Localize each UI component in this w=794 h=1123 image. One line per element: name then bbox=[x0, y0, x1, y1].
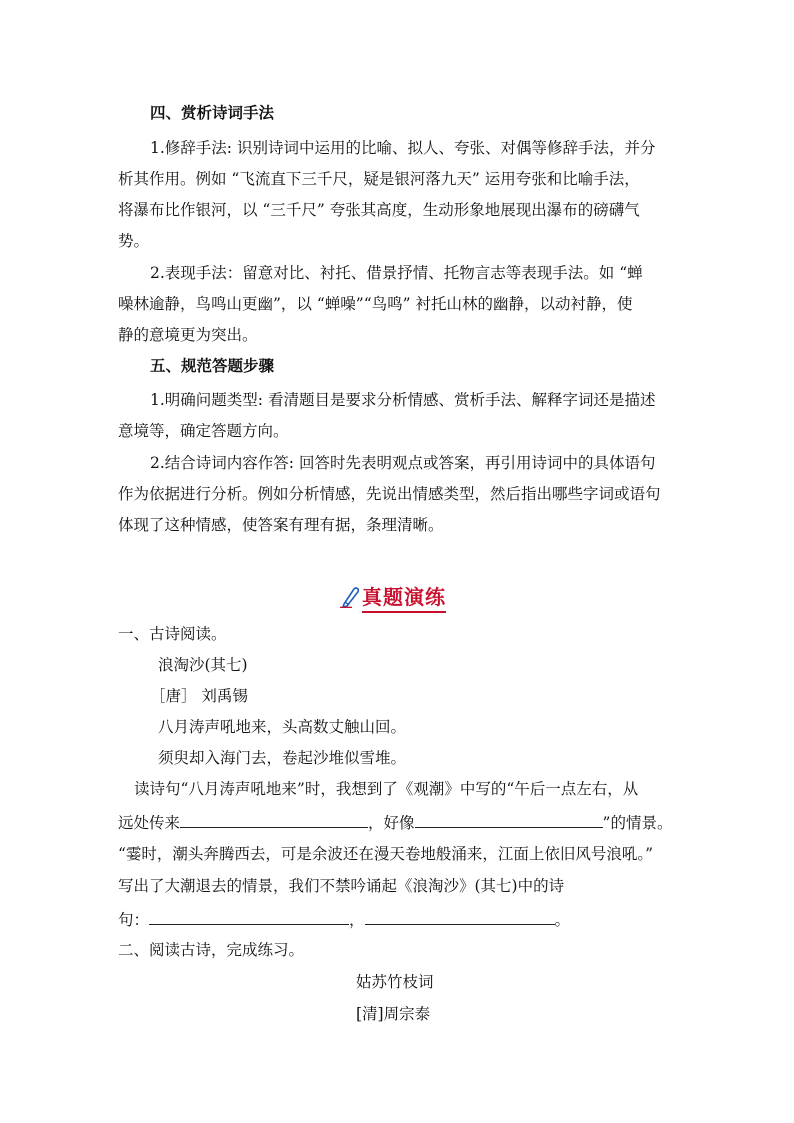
q1-text-line5-b: ， bbox=[349, 911, 365, 929]
section5-p2-line3: 体现了这种情感，使答案有理有据，条理清晰。 bbox=[118, 516, 444, 534]
q1-text-line2-a: 远处传来 bbox=[118, 814, 181, 832]
section5-p2-line2: 作为依据进行分析。例如分析情感，先说出情感类型，然后指出哪些字词或语句 bbox=[118, 485, 661, 503]
section5-p1-line2: 意境等，确定答题方向。 bbox=[118, 422, 289, 440]
q1-text-line2 bbox=[118, 811, 672, 833]
section4-p2-line3: 静的意境更为突出。 bbox=[118, 326, 258, 344]
q1-text-line5-a: 句： bbox=[118, 911, 150, 929]
section5-p1-line1: 1.明确问题类型: 看清题目是要求分析情感、赏析手法、解释字词还是描述 bbox=[150, 391, 656, 409]
q1-text-line3: “霎时，潮头奔腾西去，可是余波还在漫天卷地般涌来，江面上依旧风号浪吼。” bbox=[118, 845, 654, 863]
q2-heading: 二、阅读古诗，完成练习。 bbox=[118, 941, 305, 959]
practice-title-banner bbox=[340, 582, 446, 612]
q1-text-line5 bbox=[118, 908, 570, 930]
answer-blank-3[interactable] bbox=[149, 908, 349, 925]
q1-heading: 一、古诗阅读。 bbox=[118, 625, 227, 643]
poem1-line2: 须臾却入海门去，卷起沙堆似雪堆。 bbox=[158, 749, 407, 767]
poem2-author: [清]周宗泰 bbox=[356, 1005, 431, 1023]
poem1-line1: 八月涛声吼地来，头高数丈触山回。 bbox=[158, 718, 407, 736]
section5-p2-line1: 2.结合诗词内容作答: 回答时先表明观点或答案，再引用诗词中的具体语句 bbox=[150, 454, 656, 472]
section5-heading: 五、规范答题步骤 bbox=[150, 357, 275, 375]
section4-heading: 四、赏析诗词手法 bbox=[150, 104, 275, 122]
q1-text-line2-c: ”的情景。 bbox=[602, 814, 673, 832]
answer-blank-4[interactable] bbox=[365, 908, 555, 925]
section4-p2-line2: 噪林逾静，鸟鸣山更幽”，以 “蝉噪”“鸟鸣” 衬托山林的幽静，以动衬静，使 bbox=[118, 295, 633, 313]
section4-p2-line1: 2.表现手法：留意对比、衬托、借景抒情、托物言志等表现手法。如 “蝉 bbox=[150, 264, 643, 282]
section4-p1-line1: 1.修辞手法: 识别诗词中运用的比喻、拟人、夸张、对偶等修辞手法，并分 bbox=[150, 139, 656, 157]
practice-title: 真题演练 bbox=[362, 581, 446, 613]
poem1-title: 浪淘沙(其七) bbox=[158, 656, 248, 674]
q1-text-line5-c: 。 bbox=[554, 911, 571, 929]
poem1-author: ［唐］ 刘禹锡 bbox=[150, 687, 248, 705]
answer-blank-2[interactable] bbox=[415, 811, 603, 828]
q1-text-line1: 读诗句“八月涛声吼地来”时，我想到了《观潮》中写的“午后一点左右，从 bbox=[134, 780, 639, 798]
section4-p1-line4: 势。 bbox=[118, 232, 150, 250]
poem2-title: 姑苏竹枝词 bbox=[356, 973, 434, 991]
section4-p1-line3: 将瀑布比作银河，以 “三千尺” 夸张其高度，生动形象地展现出瀑布的磅礴气 bbox=[118, 201, 640, 219]
q1-text-line4: 写出了大潮退去的情景，我们不禁吟诵起《浪淘沙》(其七)中的诗 bbox=[118, 877, 565, 895]
section4-p1-line2: 析其作用。例如 “飞流直下三千尺，疑是银河落九天” 运用夸张和比喻手法， bbox=[118, 170, 640, 188]
pencil-icon bbox=[340, 586, 360, 608]
answer-blank-1[interactable] bbox=[180, 811, 368, 828]
q1-text-line2-b: ，好像 bbox=[368, 814, 415, 832]
